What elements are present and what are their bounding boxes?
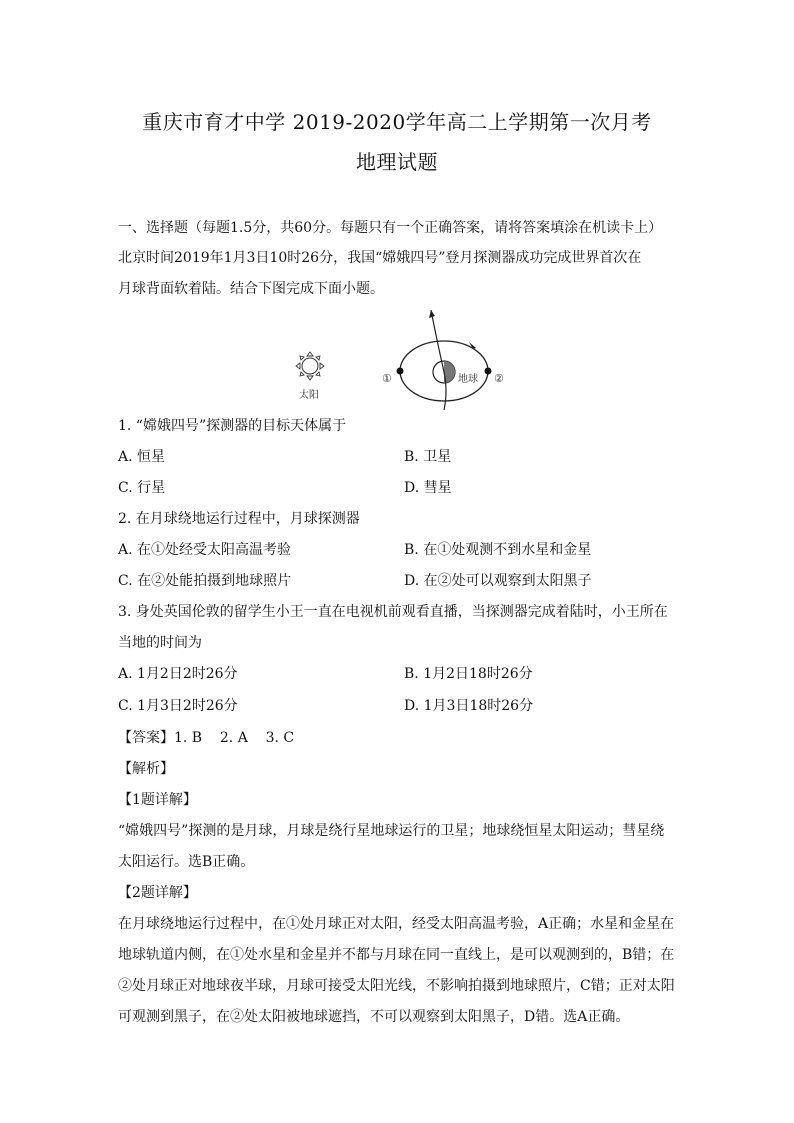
question-3-stem-line-2: 当地的时间为 bbox=[118, 635, 202, 651]
question-1-option-c: C. 行星 bbox=[118, 480, 166, 496]
q1-detail-line-2: 太阳运行。选B正确。 bbox=[118, 854, 255, 870]
question-1-option-b: B. 卫星 bbox=[404, 449, 452, 465]
question-2-option-c: C. 在②处能拍摄到地球照片 bbox=[118, 573, 292, 589]
question-3-option-a: A. 1月2日2时26分 bbox=[118, 666, 238, 682]
section-heading: 一、选择题（每题1.5分，共60分。每题只有一个正确答案，请将答案填涂在机读卡上） bbox=[118, 220, 663, 236]
orbit-direction-arrow bbox=[469, 342, 476, 349]
question-3-stem-line-1: 3. 身处英国伦敦的留学生小王一直在电视机前观看直播，当探测器完成着陆时，小王所在 bbox=[118, 604, 668, 620]
q2-detail-line-2: 地球轨道内侧，在①处水星和金星并不都与月球在同一直线上，是可以观测到的，B错；在 bbox=[118, 947, 675, 963]
page-title: 重庆市育才中学 2019-2020学年高二上学期第一次月考 bbox=[142, 110, 652, 134]
question-2-option-b: B. 在①处观测不到水星和金星 bbox=[404, 542, 592, 558]
question-3-option-b: B. 1月2日18时26分 bbox=[404, 666, 533, 682]
q2-detail-line-1: 在月球绕地运行过程中，在①处月球正对太阳，经受太阳高温考验，A正确；水星和金星在 bbox=[118, 916, 675, 932]
q2-detail-line-3: ②处月球正对地球夜半球，月球可接受太阳光线，不影响拍摄到地球照片，C错；正对太阳 bbox=[118, 978, 675, 994]
question-2-option-a: A. 在①处经受太阳高温考验 bbox=[118, 542, 292, 558]
position-1-label: ① bbox=[382, 372, 392, 385]
moon-position-1 bbox=[397, 368, 404, 375]
question-1-option-a: A. 恒星 bbox=[118, 449, 166, 465]
intro-line-1: 北京时间2019年1月3日10时26分，我国“嫦娥四号”登月探测器成功完成世界首次在 bbox=[118, 250, 642, 266]
sun-earth-moon-diagram bbox=[286, 306, 526, 410]
question-1-stem: 1. “嫦娥四号”探测器的目标天体属于 bbox=[118, 418, 347, 434]
moon-position-2 bbox=[485, 368, 492, 375]
earth-orbit-arc bbox=[431, 310, 446, 410]
sun-icon bbox=[296, 352, 324, 380]
analysis-heading: 【解析】 bbox=[118, 761, 174, 777]
question-2-stem: 2. 在月球绕地运行过程中，月球探测器 bbox=[118, 511, 360, 527]
question-1-option-d: D. 彗星 bbox=[404, 480, 452, 496]
question-3-option-c: C. 1月3日2时26分 bbox=[118, 698, 238, 714]
q2-detail-heading: 【2题详解】 bbox=[118, 885, 197, 901]
earth-label: 地球 bbox=[458, 374, 478, 385]
intro-line-2: 月球背面软着陆。结合下图完成下面小题。 bbox=[118, 281, 384, 297]
question-2-option-d: D. 在②处可以观察到太阳黑子 bbox=[404, 573, 592, 589]
answer-line: 【答案】1. B 2. A 3. C bbox=[118, 730, 295, 746]
q2-detail-line-4: 可观测到黑子，在②处太阳被地球遮挡，不可以观察到太阳黑子，D错。选A正确。 bbox=[118, 1009, 630, 1025]
position-2-label: ② bbox=[494, 372, 504, 385]
sun-label: 太阳 bbox=[299, 390, 319, 401]
q1-detail-heading: 【1题详解】 bbox=[118, 792, 197, 808]
question-3-option-d: D. 1月3日18时26分 bbox=[404, 698, 534, 714]
earth-orbit-arrow bbox=[429, 310, 435, 318]
page-subtitle: 地理试题 bbox=[356, 150, 438, 174]
q1-detail-line-1: “嫦娥四号”探测的是月球，月球是绕行星地球运行的卫星；地球绕恒星太阳运动；彗星绕 bbox=[118, 823, 665, 839]
